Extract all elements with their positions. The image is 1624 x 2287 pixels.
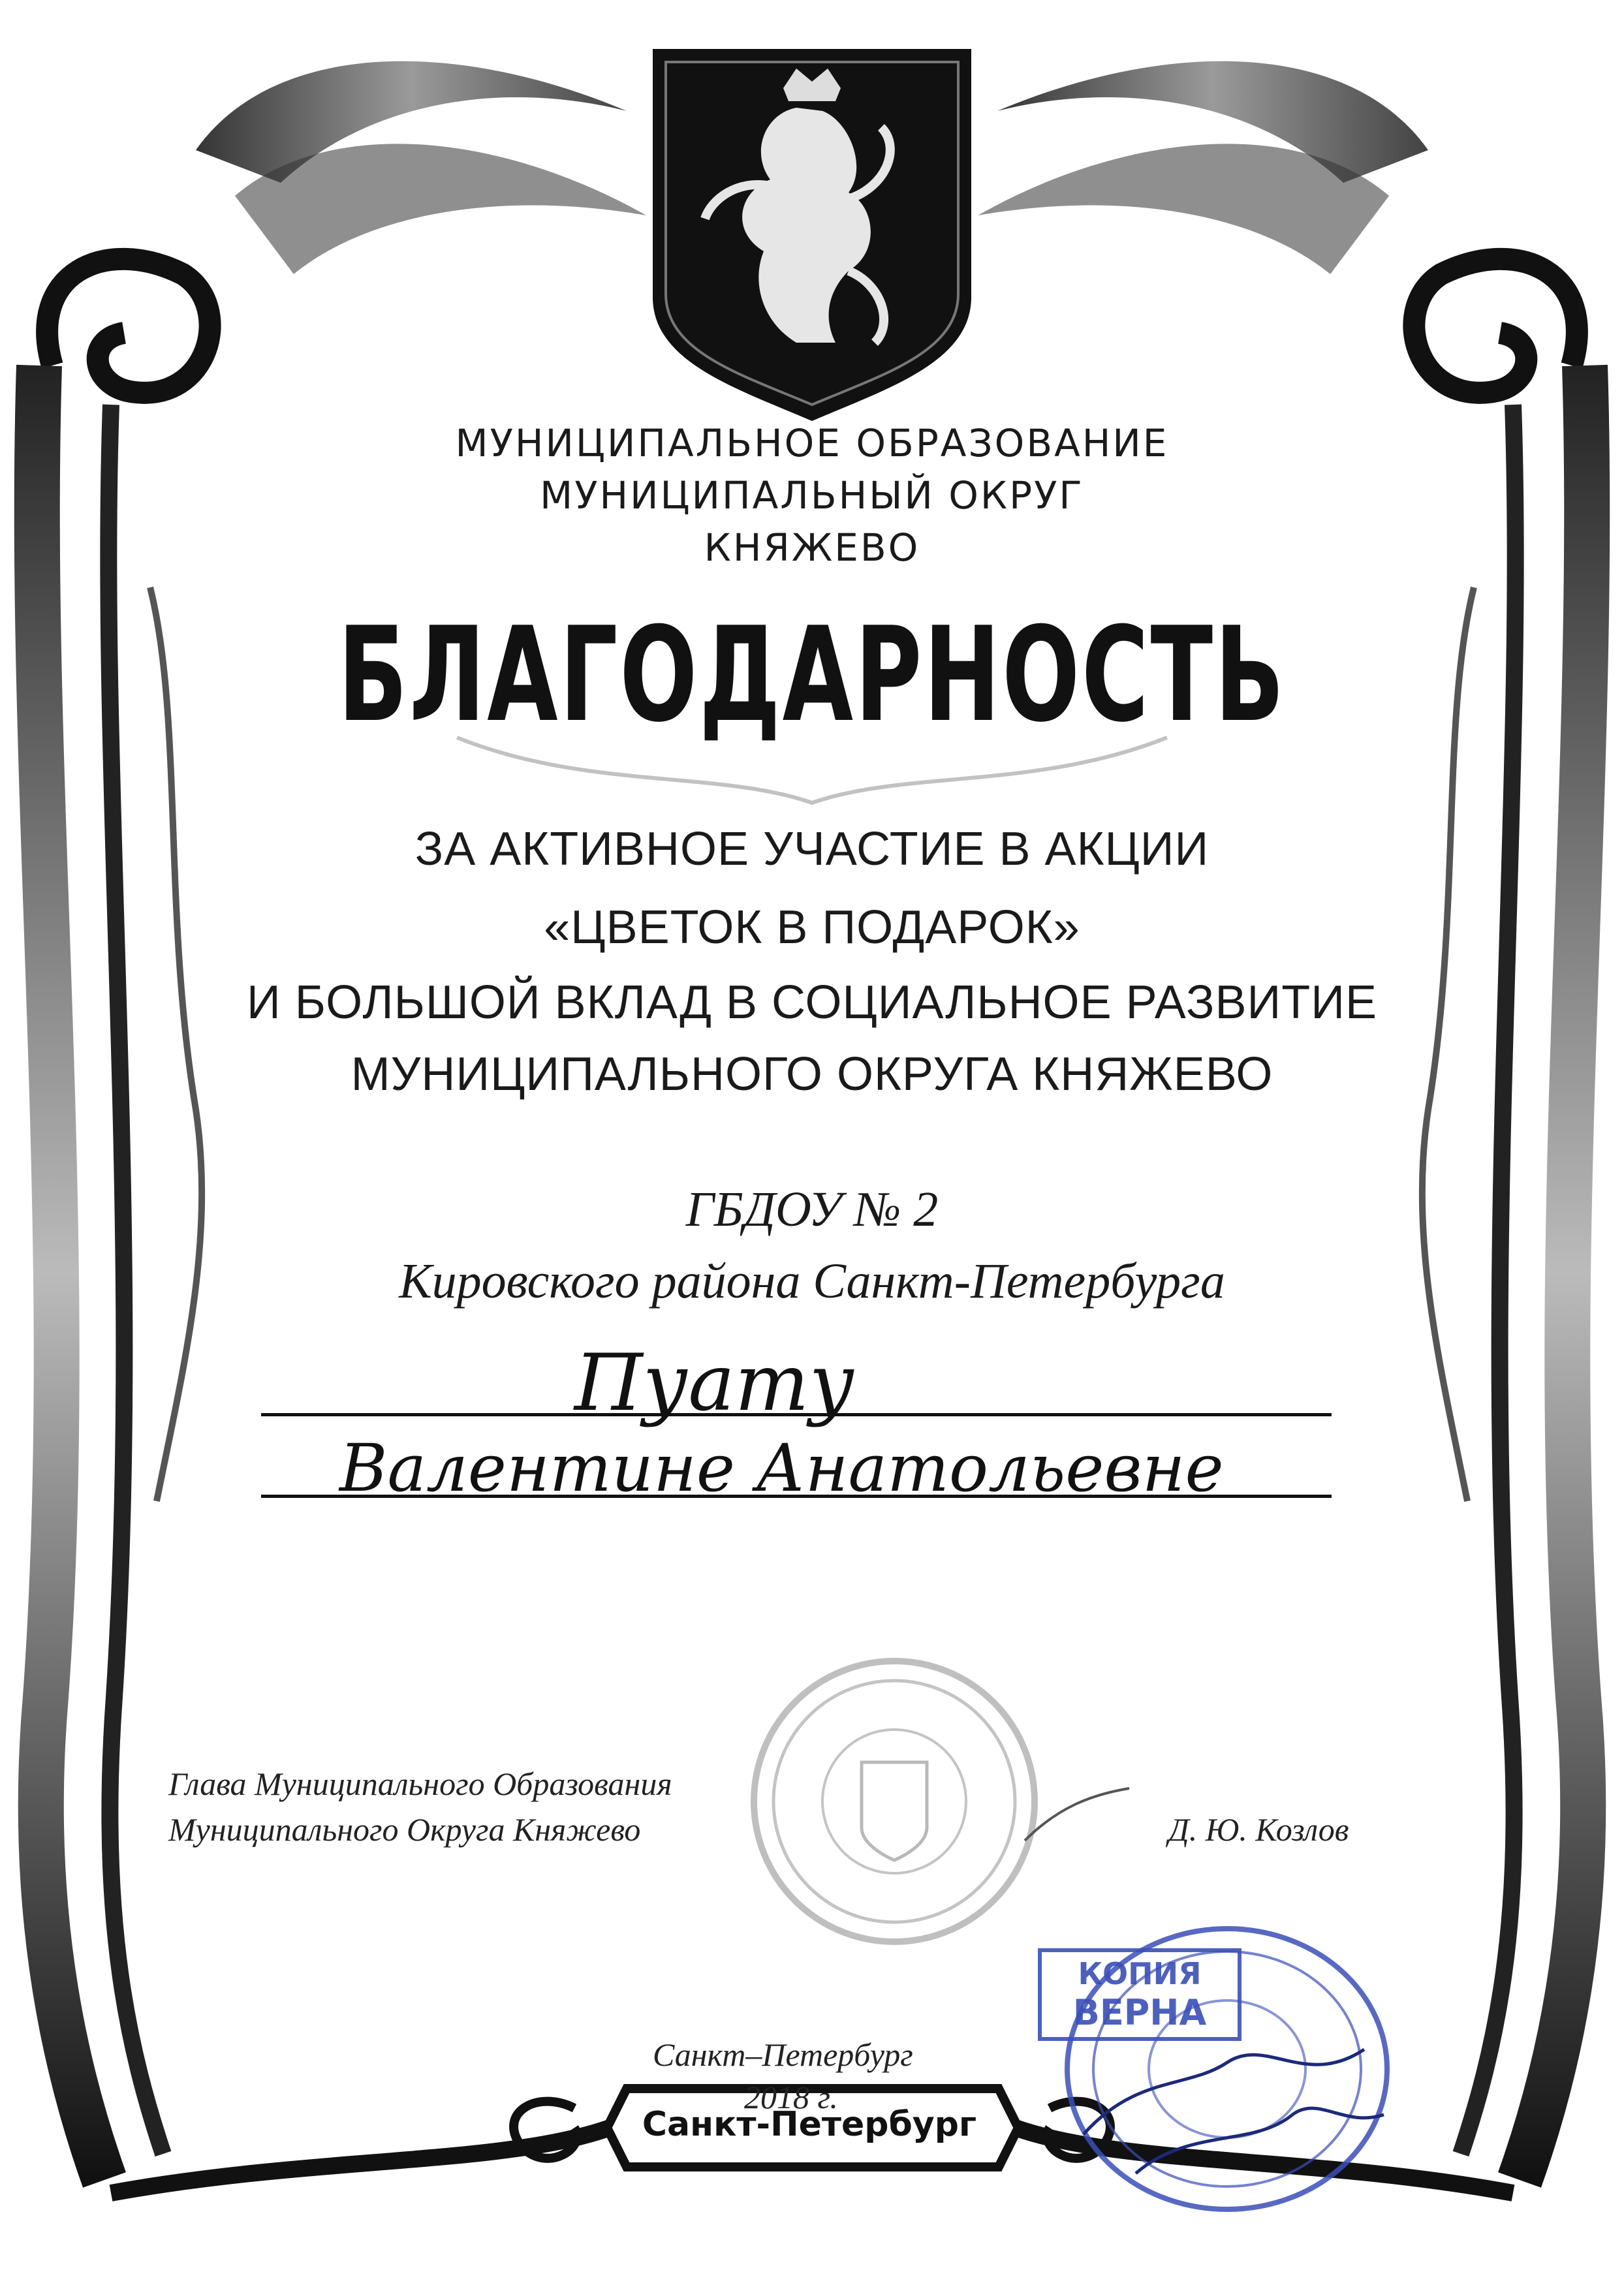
copy-certified-stamp (1038, 1948, 1241, 2041)
year-text: 2018 г. (744, 2079, 838, 2115)
institution-district: Кировского района Санкт-Петербурга (399, 1254, 1225, 1309)
body-line-2: «ЦВЕТОК В ПОДАРОК» (544, 901, 1080, 954)
recipient-surname: Пуату (574, 1338, 855, 1429)
organization-line-1: МУНИЦИПАЛЬНОЕ ОБРАЗОВАНИЕ (455, 421, 1169, 465)
stamp-line-2: ВЕРНА (1072, 1992, 1207, 2033)
body-line-4: МУНИЦИПАЛЬНОГО ОКРУГА КНЯЖЕВО (351, 1048, 1273, 1100)
organization-line-2: МУНИЦИПАЛЬНЫЙ ОКРУГ (540, 473, 1084, 518)
official-seal-icon (744, 1651, 1044, 1952)
surname-line (261, 1413, 1332, 1416)
place-text: Санкт–Петербург (653, 2036, 913, 2073)
ribbon-label: Санкт-Петербург (642, 2105, 977, 2144)
certificate-title: БЛАГОДАРНОСТЬ (337, 599, 1287, 751)
coat-of-arms-icon (640, 36, 984, 428)
body-line-3: И БОЛЬШОЙ ВКЛАД В СОЦИАЛЬНОЕ РАЗВИТИЕ (246, 976, 1378, 1029)
stamp-line-1: КОПИЯ (1078, 1956, 1202, 1991)
signatory-position-line-2: Муниципального Округа Княжево (168, 1811, 641, 1848)
signature-mark-icon (1018, 1782, 1136, 1860)
organization-line-3: КНЯЖЕВО (704, 525, 920, 570)
body-line-1: ЗА АКТИВНОЕ УЧАСТИЕ В АКЦИИ (414, 823, 1210, 875)
signatory-position-line-1: Глава Муниципального Образования (168, 1766, 672, 1802)
institution-name: ГБДОУ № 2 (685, 1182, 939, 1237)
signatory-name: Д. Ю. Козлов (1168, 1811, 1349, 1848)
recipient-name: Валентине Анатольевне (339, 1430, 1224, 1506)
name-line (261, 1495, 1332, 1498)
title-wrapper (0, 599, 1624, 751)
